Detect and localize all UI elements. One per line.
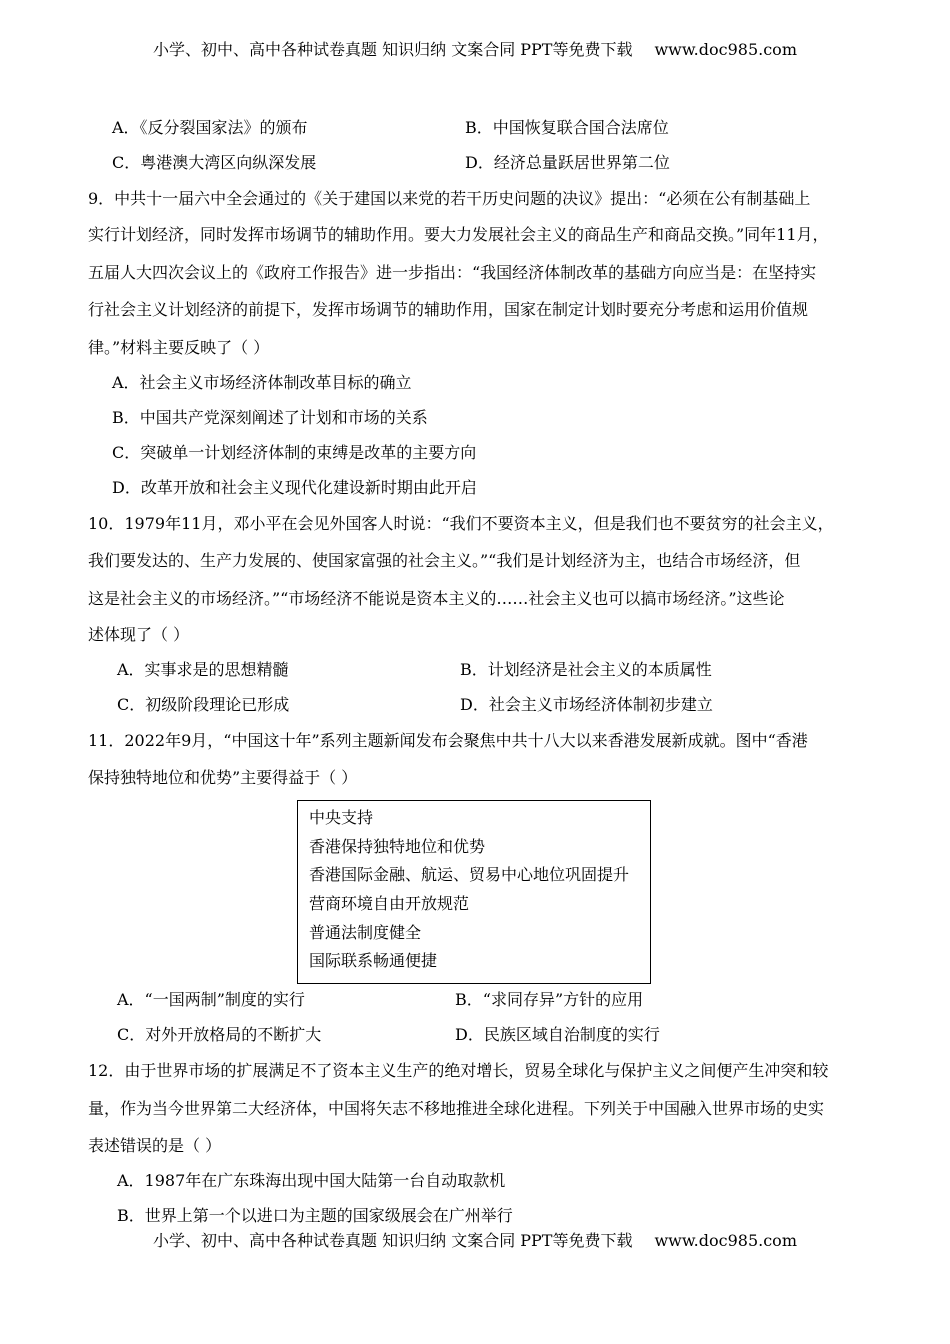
q12-stem-line: 量，作为当今世界第二大经济体，中国将矢志不移地推进全球化进程。下列关于中国融入世界市场的史实	[88, 1099, 825, 1118]
page-footer	[0, 1231, 950, 1251]
q11-option-d: D．民族区域自治制度的实行	[455, 1025, 660, 1044]
q12-option-b: B．世界上第一个以进口为主题的国家级展会在广州举行	[117, 1206, 513, 1225]
header-url[interactable]: www.doc985.com	[654, 40, 797, 59]
q12-stem-line: 12．由于世界市场的扩展满足不了资本主义生产的绝对增长，贸易全球化与保护主义之间便产生冲突和较	[88, 1061, 829, 1080]
q9-option-d: D．改革开放和社会主义现代化建设新时期由此开启	[112, 478, 477, 497]
q9-option-c: C．突破单一计划经济体制的束缚是改革的主要方向	[112, 443, 477, 462]
q10-stem-line: 我们要发达的、生产力发展的、使国家富强的社会主义。”“我们是计划经济为主，也结合市场经济，但	[88, 551, 801, 570]
q9-option-a: A．社会主义市场经济体制改革目标的确立	[112, 373, 412, 392]
q11-figure-box	[297, 800, 651, 984]
figure-line: 香港保持独特地位和优势	[309, 837, 486, 856]
q10-stem-line: 这是社会主义的市场经济。”“市场经济不能说是资本主义的……社会主义也可以搞市场经济。”这些论	[88, 589, 785, 608]
figure-line: 国际联系畅通便捷	[309, 951, 438, 970]
q11-option-a: A．“一国两制”制度的实行	[117, 990, 305, 1009]
footer-text: 小学、初中、高中各种试卷真题 知识归纳 文案合同 PPT等免费下载	[153, 1231, 633, 1250]
q9-stem-line: 9．中共十一届六中全会通过的《关于建国以来党的若干历史问题的决议》提出：“必须在公有制基础上	[88, 189, 811, 208]
figure-line: 中央支持	[309, 808, 374, 827]
q8-option-a: A．《反分裂国家法》的颁布	[112, 118, 308, 137]
q11-option-c: C．对外开放格局的不断扩大	[117, 1025, 322, 1044]
figure-line: 香港国际金融、航运、贸易中心地位巩固提升	[309, 865, 630, 884]
q9-stem-line: 实行计划经济，同时发挥市场调节的辅助作用。要大力发展社会主义的商品生产和商品交换。”同年11月，	[88, 225, 829, 244]
figure-line: 普通法制度健全	[309, 923, 422, 942]
q10-option-d: D．社会主义市场经济体制初步建立	[460, 695, 713, 714]
q10-stem-line: 10．1979年11月，邓小平在会见外国客人时说：“我们不要资本主义，但是我们也不要贫穷的社会主义，	[88, 514, 834, 533]
q12-option-a: A．1987年在广东珠海出现中国大陆第一台自动取款机	[117, 1171, 506, 1190]
q10-option-b: B．计划经济是社会主义的本质属性	[460, 660, 712, 679]
footer-url[interactable]: www.doc985.com	[654, 1231, 797, 1250]
q11-option-b: B．“求同存异”方针的应用	[455, 990, 644, 1009]
q8-option-c: C．粤港澳大湾区向纵深发展	[112, 153, 317, 172]
q9-option-b: B．中国共产党深刻阐述了计划和市场的关系	[112, 408, 428, 427]
q9-stem-line: 律。”材料主要反映了（ ）	[88, 338, 270, 357]
q9-stem-line: 行社会主义计划经济的前提下，发挥市场调节的辅助作用，国家在制定计划时要充分考虑和运用价值规	[88, 300, 809, 319]
q10-stem-line: 述体现了（ ）	[88, 625, 190, 644]
q9-stem-line: 五届人大四次会议上的《政府工作报告》进一步指出：“我国经济体制改革的基础方向应当是：在坚持实	[88, 263, 817, 282]
q11-stem-line: 保持独特地位和优势”主要得益于（ ）	[88, 768, 358, 787]
header-text: 小学、初中、高中各种试卷真题 知识归纳 文案合同 PPT等免费下载	[153, 40, 633, 59]
q8-option-d: D．经济总量跃居世界第二位	[465, 153, 670, 172]
figure-line: 营商环境自由开放规范	[309, 894, 470, 913]
q10-option-a: A．实事求是的思想精髓	[117, 660, 289, 679]
q12-stem-line: 表述错误的是（ ）	[88, 1136, 222, 1155]
q8-option-b: B．中国恢复联合国合法席位	[465, 118, 669, 137]
page-header	[0, 40, 950, 60]
q10-option-c: C．初级阶段理论已形成	[117, 695, 290, 714]
q11-stem-line: 11．2022年9月，“中国这十年”系列主题新闻发布会聚焦中共十八大以来香港发展新成就。图中“香港	[88, 731, 808, 750]
